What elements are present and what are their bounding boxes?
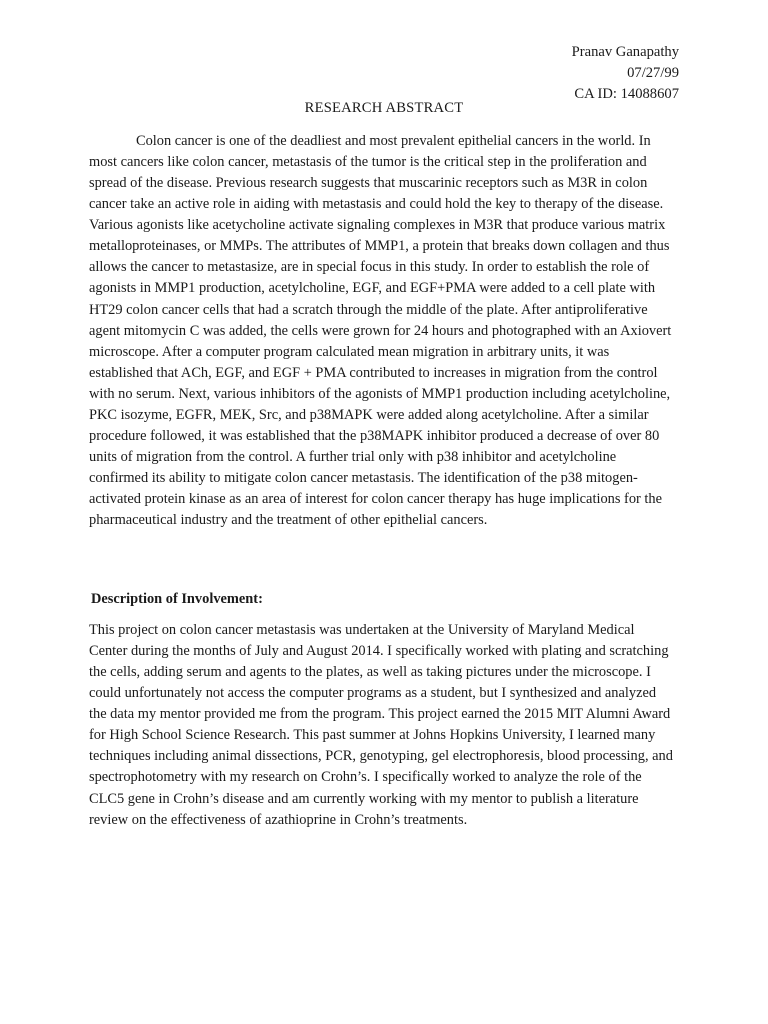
author-header (572, 42, 679, 105)
involvement-paragraph: This project on colon cancer metastasis was undertaken at the University of Maryland Medical Center during the months of July and August 2014. I specifically worked with plating and scratching the cells, adding serum and agents to the plates, as well as taking pictures under the microscope. I could unfortunately not access the computer programs as a student, but I synthesized and analyzed the data my mentor provided me from the program. This project earned the 2015 MIT Alumni Award for High School Science Research. This past summer at Johns Hopkins University, I learned many techniques including animal dissections, PCR, genotyping, gel electrophoresis, blood processing, and spectrophotometry with my research on Crohn’s. I specifically worked to analyze the role of the CLC5 gene in Crohn’s disease and am currently working with my mentor to publish a literature review on the effectiveness of azathioprine in Crohn’s treatments. (89, 622, 673, 828)
author-date: 07/27/99 (627, 65, 679, 81)
document-title: RESEARCH ABSTRACT (304, 100, 464, 116)
ca-id: CA ID: 14088607 (574, 86, 679, 102)
abstract-paragraph: Colon cancer is one of the deadliest and most prevalent epithelial cancers in the world. In most cancers like colon cancer, metastasis of the tumor is the critical step in the proliferation and spread of the disease. Previous research suggests that muscarinic receptors such as M3R in colon cancer take an active role in aiding with metastasis and could hold the key to therapy of the disease. Various agonists like acetycholine activate signaling complexes in M3R that produce various matrix metalloproteinases, or MMPs. The attributes of MMP1, a protein that breaks down collagen and thus allows the cancer to metastasize, are in special focus in this study. In order to establish the role of agonists in MMP1 production, acetylcholine, EGF, and EGF+PMA were added to a cell plate with HT29 colon cancer cells that had a scratch through the middle of the plate. After antiproliferative agent mitomycin C was added, the cells were grown for 24 hours and photographed with an Axiovert microscope. After a computer program calculated mean migration in arbitrary units, it was established that ACh, EGF, and EGF + PMA contributed to increases in migration from the control with no serum. Next, various inhibitors of the agonists of MMP1 production including acetylcholine, PKC isozyme, EGFR, MEK, Src, and p38MAPK were added along acetylcholine. After a similar procedure followed, it was established that the p38MAPK inhibitor produced a decrease of over 80 units of migration from the control. A further trial only with p38 inhibitor and acetylcholine confirmed its ability to mitigate colon cancer metastasis. The identification of the p38 mitogen-activated protein kinase as an area of interest for colon cancer therapy has huge implications for the pharmaceutical industry and the treatment of other epithelial cancers. (89, 133, 672, 529)
involvement-heading: Description of Involvement: (91, 591, 263, 607)
author-name: Pranav Ganapathy (571, 44, 679, 60)
